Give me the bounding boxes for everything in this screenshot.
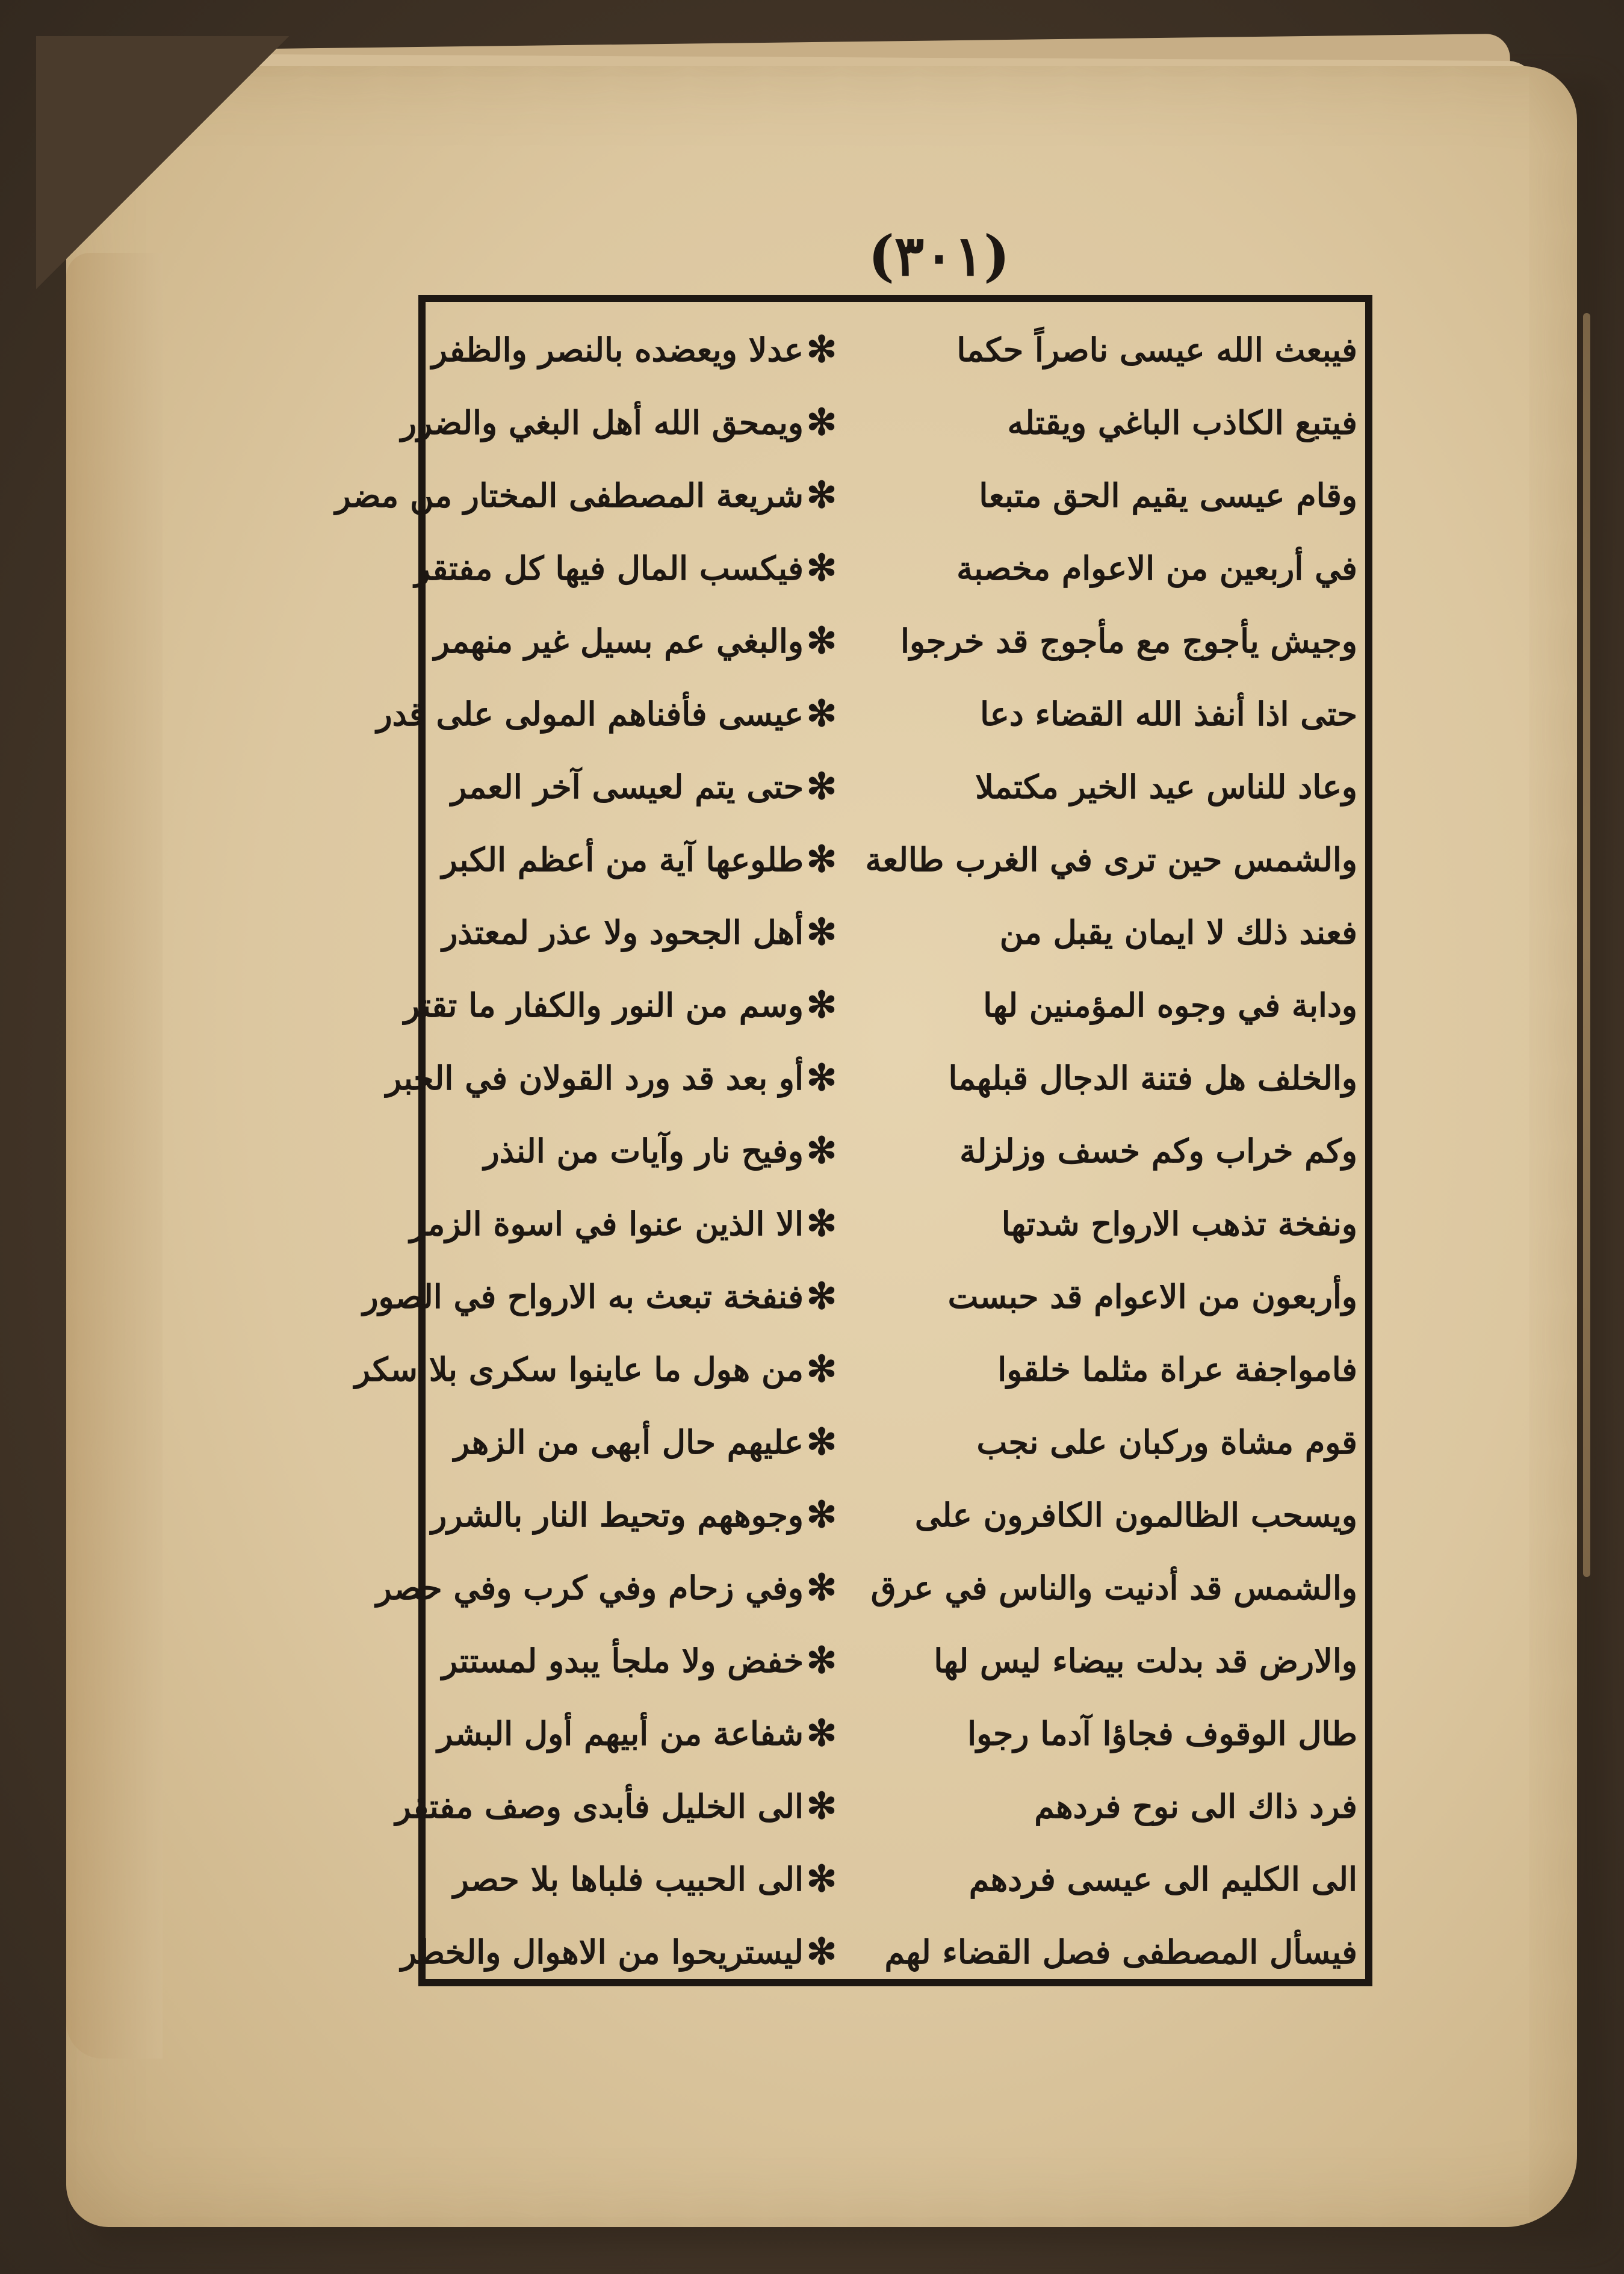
verse-line — [433, 1478, 1357, 1551]
verse-first-hemistich: فيسأل المصطفى فصل القضاء لهم — [884, 1932, 1357, 1971]
verse-line — [433, 750, 1357, 823]
verse-line — [433, 1842, 1357, 1915]
verse-second-hemistich: وجوههم وتحيط النار بالشرر — [431, 1495, 804, 1534]
star-separator-icon: ✻ — [806, 1639, 837, 1682]
star-separator-icon: ✻ — [806, 1202, 837, 1245]
verse-second-hemistich: شفاعة من أبيهم أول البشر — [437, 1714, 804, 1753]
star-separator-icon: ✻ — [806, 984, 837, 1026]
verse-first-hemistich: والشمس حين ترى في الغرب طالعة — [865, 840, 1357, 879]
verse-first-hemistich: فامواجفة عراة مثلما خلقوا — [997, 1349, 1357, 1389]
star-separator-icon: ✻ — [806, 1493, 837, 1536]
verse-line — [433, 896, 1357, 968]
verse-first-hemistich: ودابة في وجوه المؤمنين لها — [983, 985, 1357, 1024]
verse-line — [376, 1551, 1357, 1624]
verse-line — [433, 1405, 1357, 1478]
verse-first-hemistich: وكم خراب وكم خسف وزلزلة — [959, 1131, 1357, 1170]
verse-second-hemistich: وسم من النور والكفار ما تقتر — [403, 985, 804, 1024]
verse-second-hemistich: الا الذين عنوا في اسوة الزمر — [409, 1204, 804, 1243]
verse-first-hemistich: وأربعون من الاعوام قد حبست — [947, 1277, 1357, 1316]
verse-first-hemistich: في أربعين من الاعوام مخصبة — [956, 548, 1357, 587]
verse-first-hemistich: فعند ذلك لا ايمان يقبل من — [999, 912, 1357, 952]
star-separator-icon: ✻ — [806, 1275, 837, 1318]
verse-line — [433, 1114, 1357, 1187]
star-separator-icon: ✻ — [806, 474, 837, 516]
star-separator-icon: ✻ — [806, 1857, 837, 1900]
verse-second-hemistich: الى الخليل فأبدى وصف مفتقر — [395, 1786, 804, 1826]
poem-verses — [335, 313, 1357, 1974]
verse-line — [433, 1697, 1357, 1770]
star-separator-icon: ✻ — [806, 765, 837, 808]
verse-first-hemistich: الى الكليم الى عيسى فردهم — [969, 1859, 1357, 1898]
verse-first-hemistich: فيبعث الله عيسى ناصراً حكما — [956, 330, 1357, 369]
verse-line — [400, 386, 1357, 459]
verse-second-hemistich: فنفخة تبعث به الارواح في الصور — [362, 1277, 804, 1316]
verse-second-hemistich: الى الحبيب فلباها بلا حصر — [453, 1859, 804, 1898]
verse-line — [433, 313, 1357, 386]
verse-second-hemistich: حتى يتم لعيسى آخر العمر — [451, 767, 804, 806]
verse-first-hemistich: والشمس قد أدنيت والناس في عرق — [870, 1568, 1357, 1607]
verse-first-hemistich: حتى اذا أنفذ الله القضاء دعا — [980, 694, 1357, 733]
verse-first-hemistich: وعاد للناس عيد الخير مكتملا — [975, 767, 1357, 806]
verse-second-hemistich: ليستريحوا من الاهوال والخطر — [400, 1932, 804, 1971]
verse-second-hemistich: عليهم حال أبهى من الزهر — [454, 1422, 804, 1461]
verse-second-hemistich: وفيح نار وآيات من النذر — [483, 1131, 804, 1170]
star-separator-icon: ✻ — [806, 1129, 837, 1172]
verse-second-hemistich: أو بعد قد ورد القولان في الخبر — [385, 1058, 804, 1097]
verse-second-hemistich: ويمحق الله أهل البغي والضرر — [400, 403, 804, 442]
verse-line — [362, 1260, 1357, 1333]
verse-line — [335, 459, 1357, 531]
star-separator-icon: ✻ — [806, 1930, 837, 1973]
verse-line — [409, 1187, 1357, 1260]
verse-line — [433, 604, 1357, 677]
verse-first-hemistich: وجيش يأجوج مع مأجوج قد خرجوا — [900, 621, 1357, 660]
verse-second-hemistich: طلوعها آية من أعظم الكبر — [441, 840, 804, 879]
star-separator-icon: ✻ — [806, 1056, 837, 1099]
verse-second-hemistich: خفض ولا ملجأ يبدو لمستتر — [441, 1641, 804, 1680]
star-separator-icon: ✻ — [806, 838, 837, 881]
verse-line — [385, 1041, 1357, 1114]
verse-first-hemistich: والارض قد بدلت بيضاء ليس لها — [934, 1641, 1357, 1680]
page-number: (٣٠١) — [868, 223, 1010, 288]
star-separator-icon: ✻ — [806, 692, 837, 735]
verse-first-hemistich: قوم مشاة وركبان على نجب — [976, 1422, 1357, 1461]
verse-second-hemistich: فيكسب المال فيها كل مفتقر — [414, 548, 804, 587]
verse-line — [400, 1915, 1357, 1988]
verse-first-hemistich: فيتبع الكاذب الباغي ويقتله — [1007, 403, 1357, 442]
star-separator-icon: ✻ — [806, 547, 837, 589]
star-separator-icon: ✻ — [806, 1348, 837, 1390]
star-separator-icon: ✻ — [806, 1566, 837, 1609]
star-separator-icon: ✻ — [806, 619, 837, 662]
star-separator-icon: ✻ — [806, 911, 837, 953]
verse-line — [433, 1624, 1357, 1697]
verse-line — [376, 677, 1357, 750]
verse-first-hemistich: والخلف هل فتنة الدجال قبلهما — [948, 1058, 1357, 1097]
verse-second-hemistich: عيسى فأفناهم المولى على قدر — [376, 694, 804, 733]
verse-second-hemistich: وفي زحام وفي كرب وفي حصر — [376, 1568, 804, 1607]
verse-line — [395, 1770, 1357, 1842]
verse-second-hemistich: أهل الجحود ولا عذر لمعتذر — [442, 912, 804, 952]
verse-line — [433, 823, 1357, 896]
star-separator-icon: ✻ — [806, 328, 837, 371]
verse-first-hemistich: ويسحب الظالمون الكافرون على — [914, 1495, 1357, 1534]
verse-second-hemistich: شريعة المصطفى المختار من مضر — [335, 476, 804, 515]
star-separator-icon: ✻ — [806, 1420, 837, 1463]
verse-first-hemistich: ونفخة تذهب الارواح شدتها — [1001, 1204, 1357, 1243]
verse-line — [355, 1333, 1357, 1405]
verse-second-hemistich: عدلا ويعضده بالنصر والظفر — [431, 330, 804, 369]
binding-string — [1583, 313, 1590, 1577]
verse-second-hemistich: والبغي عم بسيل غير منهمر — [433, 621, 804, 660]
verse-line — [403, 968, 1357, 1041]
star-separator-icon: ✻ — [806, 401, 837, 444]
star-separator-icon: ✻ — [806, 1712, 837, 1755]
torn-left-margin — [66, 253, 163, 2059]
verse-line — [414, 531, 1357, 604]
verse-first-hemistich: فرد ذاك الى نوح فردهم — [1034, 1786, 1357, 1826]
verse-first-hemistich: وقام عيسى يقيم الحق متبعا — [979, 476, 1357, 515]
verse-first-hemistich: طال الوقوف فجاؤا آدما رجوا — [967, 1714, 1357, 1753]
star-separator-icon: ✻ — [806, 1785, 837, 1827]
folded-corner — [36, 36, 289, 289]
verse-second-hemistich: من هول ما عاينوا سكرى بلا سكر — [355, 1349, 804, 1389]
